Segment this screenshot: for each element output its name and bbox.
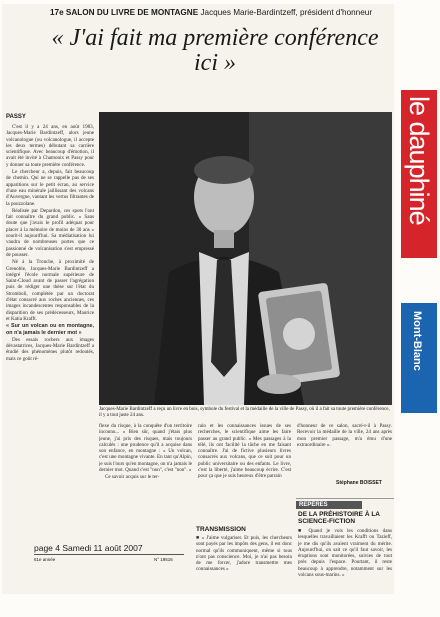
paragraph: rain et les connaissances issues de ses recherches, le scientifique aime les faire passer au grand public. « Mes passages à la télé, ils ont facilité la tâche en me faisant connaître. J'ai de fictive plusieurs livres consacrés aux volcans, que ce soit pour un public universitaire ou des enfants. Le livre, c'est la liberté, j'aime beaucoup écrire. C'est pour ça que je suis heureux d'être parrain <box>198 423 291 480</box>
transmission-box <box>196 526 292 616</box>
kicker-event: 17e SALON DU LIVRE DE MONTAGNE <box>50 8 199 17</box>
headline: « J'ai fait ma première conférence ici » <box>51 25 379 76</box>
page-footer <box>34 543 184 565</box>
reperes-title: DE LA PRÉHISTOIRE À LA SCIENCE-FICTION <box>298 511 380 525</box>
subheading: « Sur un volcan ou en montagne, on n'a jamais le dernier mot » <box>6 323 94 336</box>
paragraph: Ce savoir acquis sur le ter- <box>105 474 160 481</box>
photo-caption: Jacques-Marie Bardintzeff a reçu un livre en bois, symbole du festival et la médaille de la ville de Passy, où il a fait sa toute première conférence, il y a tout juste 24 ans. <box>99 407 390 418</box>
page-number: N° 19516 <box>154 557 173 562</box>
reperes-text: ■ Quand je vois les conditions dans lesquelles travaillaient les Krafft ou Tazieff, je me dis qu'ils avaient vraiment du mérite. Aujourd'hui, on sait ce qu'il faut savoir, les éruptions sont monitorées, suivies de tout près depuis l'espace. Pourtant, il reste beaucoup à apprendre, notamment sur les volcans sous-marins. » <box>298 528 392 579</box>
dateline: PASSY <box>6 114 26 120</box>
kicker-person: Jacques Marie-Bardintzeff, président d'honneur <box>200 8 373 17</box>
reperes-box <box>296 498 394 617</box>
portrait-illustration <box>99 112 392 405</box>
body-column-1 <box>6 124 94 520</box>
body-column-3 <box>198 423 291 523</box>
transmission-text: ■ « J'aime vulgariser. Et puis, les chercheurs sont payés par les impôts des gens, il est donc normal qu'ils communiquent, même si tous n'ont pas conscience. Moi, je n'ai pas besoin de me forcer, j'adore transmettre mes connaissances » <box>196 535 292 573</box>
paragraph: C'est il y a 24 ans, en août 1983, Jacques-Marie Bardintzeff, alors jeune volcanologue (ou volcanologue, il accepte les deux termes) débutant sa carrière scientifique. Avec beaucoup d'émotion, il avait été invité à Chamonix et Passy pour y donner sa toute première conférence. <box>6 124 94 168</box>
paragraph: Des essais rochers aux images dévastatrices, Jacques-Marie Bardintzeff a étudié des phénomènes plutôt redoutés, mais ce goût ré- <box>6 336 94 362</box>
edition-badge <box>401 303 437 413</box>
page-label: page 4 Samedi 11 août 2007 <box>34 543 184 555</box>
logo-text: le dauphiné <box>404 96 434 225</box>
edition-text: Mont-Blanc <box>411 311 423 371</box>
paragraph: Réalisée par Depardon, ces spots l'ont fait connaître du grand public. « Sans doute que j'avais le profil adéquat pour placer à la mémoire de moins de 30 ans » sourit-il aujourd'hui. Sa médiatisation lui vaudra de nombreuses portes que ce passionné de volcanisation s'est empressé de pousser. <box>6 207 94 258</box>
reperes-label: REPÈRES <box>296 501 362 509</box>
kicker <box>50 8 390 17</box>
paragraph: d'honneur de ce salon, sacré-t-il à Passy. Recevoir la médaille de la ville, 24 ans après mon premier passage, m'a ému d'une extraordinaire ». <box>297 423 392 448</box>
body-column-2 <box>99 423 192 523</box>
body-column-4 <box>297 423 392 478</box>
transmission-label: TRANSMISSION <box>196 526 246 533</box>
page-year: 61e année <box>34 557 56 562</box>
newspaper-logo <box>401 90 437 258</box>
paragraph: flexe du risque, à la conquête d'un territoire inconnu... « Bien sûr, quand j'étais plus jeune, j'ai pris des risques, mais toujours calculés : une prudence qu'il a acquise dans son enfance, en montagne : « Un volcan, c'est une montagne vivante. En tant qu'Alpin, je suis l'ours qu'en montagne, on n'a jamais le dernier mot. Quand c'est "non", c'est "non". » <box>99 423 192 474</box>
paragraph: Le chercheur a, depuis, fait beaucoup de chemin. Qui ne se rappelle pas de ses apparitions sur le petit écran, au service d'une eau minérale jaillissant des volcans d'Auvergne, vantant les vertus filtrantes de la pouzzolane. <box>6 169 94 207</box>
portrait-photo <box>99 112 392 405</box>
byline: Stéphane BOISSET <box>336 480 382 486</box>
paragraph: Né à la Tronche, à proximité de Grenoble, Jacques-Marie Bardintzeff a intégré l'école normale supérieure de Saint-Cloud avant de passer l'agrégation puis de rédiger une thèse sur l'état du Stromboli, complétée par un doctorat d'état consacré aux roches anciennes, ces images incandescentes responsables de la disparition de ses prédécesseurs, Maurice et Katia Krafft. <box>6 259 94 322</box>
